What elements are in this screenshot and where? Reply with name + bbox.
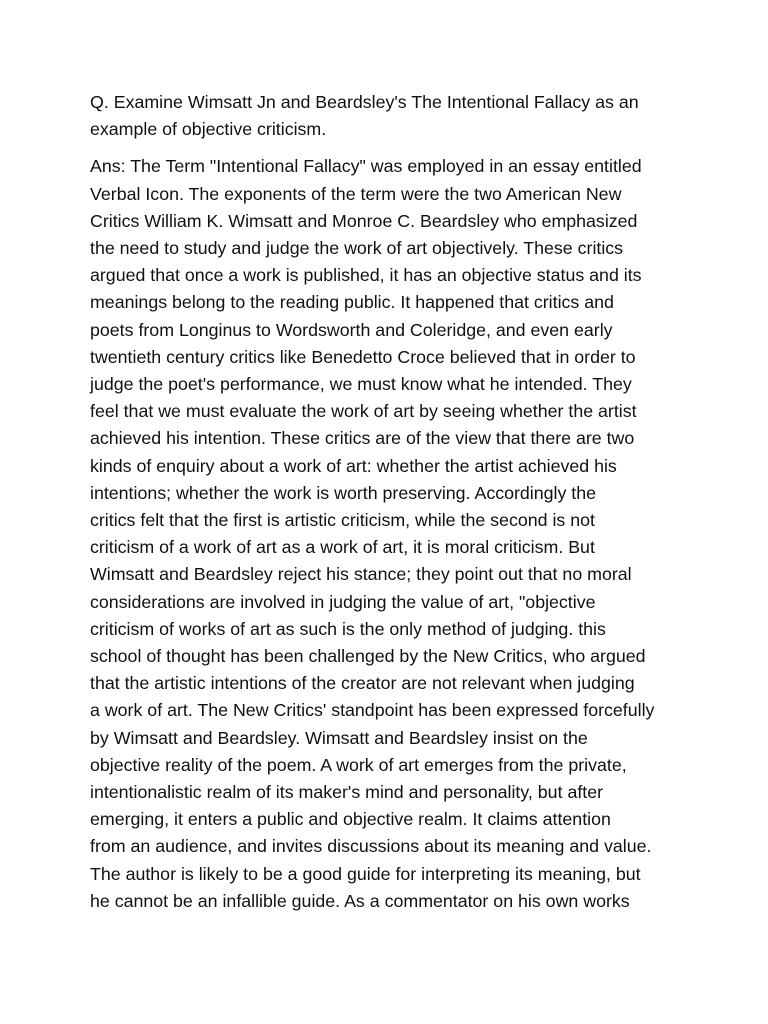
question-line: example of objective criticism. [90, 119, 327, 140]
document-page [90, 89, 730, 915]
answer-line: the need to study and judge the work of art objectively. These critics [90, 238, 624, 259]
answer-line: twentieth century critics like Benedetto Croce believed that in order to [90, 346, 636, 367]
answer-line: argued that once a work is published, it has an objective status and its [90, 265, 642, 286]
answer-line: a work of art. The New Critics' standpoint has been expressed forcefully [90, 700, 655, 721]
answer-line: emerging, it enters a public and objective realm. It claims attention [90, 809, 611, 830]
answer-line: kinds of enquiry about a work of art: whether the artist achieved his [90, 455, 617, 476]
answer-line: poets from Longinus to Wordsworth and Coleridge, and even early [90, 319, 613, 340]
answer-line: Ans: The Term "Intentional Fallacy" was employed in an essay entitled [90, 156, 642, 177]
answer-line: from an audience, and invites discussions about its meaning and value. [90, 836, 652, 857]
answer-line: considerations are involved in judging the value of art, "objective [90, 591, 596, 612]
question-line: Q. Examine Wimsatt Jn and Beardsley's The Intentional Fallacy as an [90, 92, 639, 112]
answer-line: feel that we must evaluate the work of art by seeing whether the artist [90, 401, 637, 422]
answer-line: Critics William K. Wimsatt and Monroe C. Beardsley who emphasized [90, 210, 638, 231]
answer-line: intentionalistic realm of its maker's mind and personality, but after [90, 782, 604, 803]
answer-line: critics felt that the first is artistic criticism, while the second is not [90, 510, 595, 531]
answer-line: judge the poet's performance, we must know what he intended. They [90, 374, 632, 395]
answer-line: that the artistic intentions of the creator are not relevant when judging [90, 673, 635, 694]
answer-line: meanings belong to the reading public. It happened that critics and [90, 292, 614, 313]
answer-line: criticism of works of art as such is the only method of judging. this [90, 618, 606, 639]
answer-line: school of thought has been challenged by the New Critics, who argued [90, 646, 646, 667]
answer-line: Verbal Icon. The exponents of the term were the two American New [90, 183, 622, 204]
answer-line: achieved his intention. These critics are of the view that there are two [90, 428, 635, 449]
answer-paragraph [90, 153, 730, 915]
answer-line: criticism of a work of art as a work of art, it is moral criticism. But [90, 537, 595, 558]
answer-line: by Wimsatt and Beardsley. Wimsatt and Beardsley insist on the [90, 727, 588, 748]
answer-line: intentions; whether the work is worth preserving. Accordingly the [90, 482, 597, 503]
question-paragraph [90, 89, 730, 143]
answer-line: he cannot be an infallible guide. As a commentator on his own works [90, 890, 630, 911]
answer-line: The author is likely to be a good guide for interpreting its meaning, but [90, 863, 641, 884]
answer-line: objective reality of the poem. A work of art emerges from the private, [90, 754, 627, 775]
answer-line: Wimsatt and Beardsley reject his stance; they point out that no moral [90, 564, 632, 585]
